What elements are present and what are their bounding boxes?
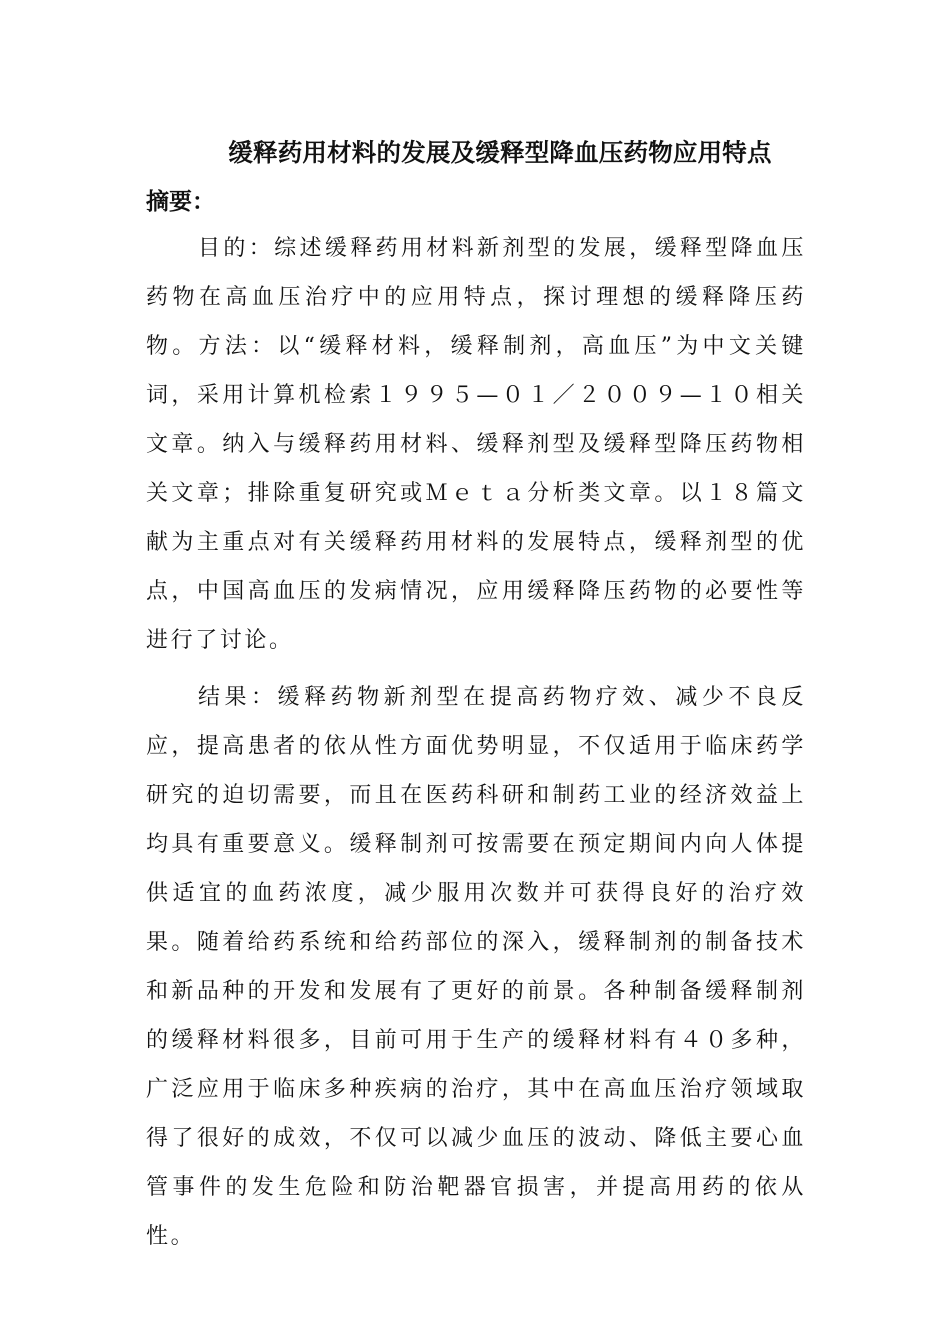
abstract-paragraph-purpose-method: 目的：综述缓释药用材料新剂型的发展，缓释型降血压药物在高血压治疗中的应用特点，探讨理想的缓释降压药物。方法：以“缓释材料，缓释制剂，高血压”为中文关键词，采用计算机检索１９９５—０１／２００９—１０相关文章。纳入与缓释药用材料、缓释剂型及缓释型降压药物相关文章；排除重复研究或Ｍｅｔａ分析类文章。以１８篇文献为主重点对有关缓释药用材料的发展特点，缓释剂型的优点，中国高血压的发病情况，应用缓释降压药物的必要性等进行了讨论。 bbox=[146, 236, 806, 653]
document-title: 缓释药用材料的发展及缓释型降血压药物应用特点 bbox=[228, 138, 772, 167]
abstract-paragraph-results: 结果：缓释药物新剂型在提高药物疗效、减少不良反应，提高患者的依从性方面优势明显，不仅适用于临床药学研究的迫切需要，而且在医药科研和制药工业的经济效益上均具有重要意义。缓释制剂可按需要在预定期间内向人体提供适宜的血药浓度，减少服用次数并可获得良好的治疗效果。随着给药系统和给药部位的深入，缓释制剂的制备技术和新品种的开发和发展有了更好的前景。各种制备缓释制剂的缓释材料很多，目前可用于生产的缓释材料有４０多种，广泛应用于临床多种疾病的治疗，其中在高血压治疗领域取得了很好的成效，不仅可以减少血压的波动、降低主要心血管事件的发生危险和防治靶器官损害，并提高用药的依从性。 bbox=[146, 685, 806, 1249]
abstract-label: 摘要： bbox=[146, 189, 215, 215]
